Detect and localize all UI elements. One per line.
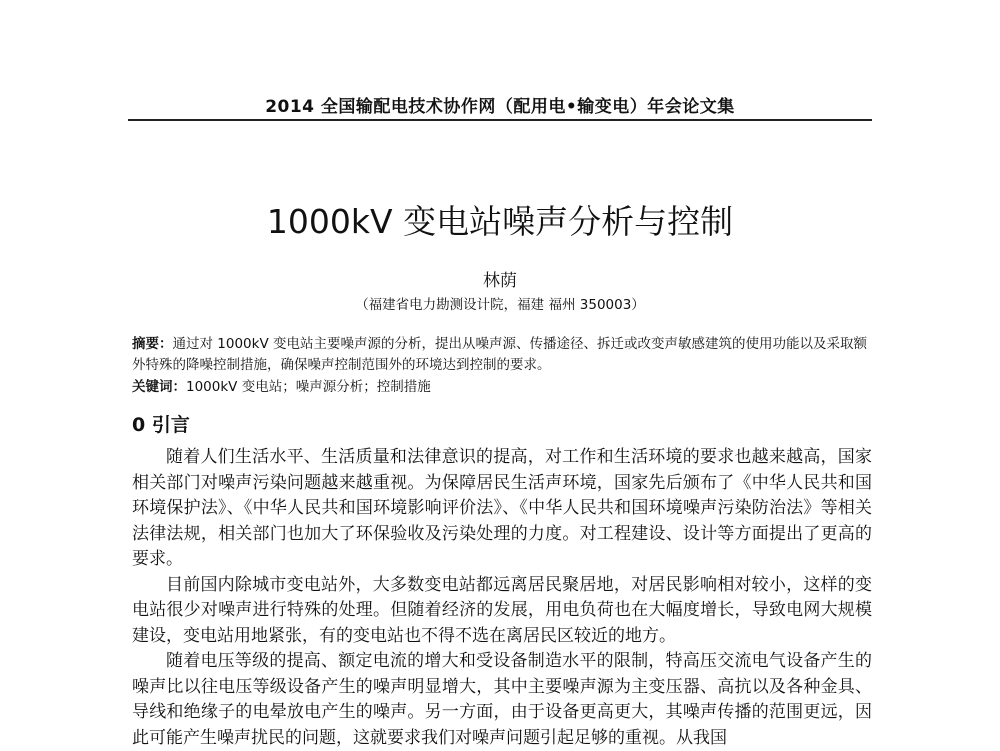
- header-rule: [128, 119, 872, 121]
- keywords: [132, 377, 872, 398]
- body-paragraph: 目前国内除城市变电站外，大多数变电站都远离居民聚居地，对居民影响相对较小，这样的变电站很少对噪声进行特殊的处理。但随着经济的发展，用电负荷也在大幅度增长，导致电网大规模建设，变电站用地紧张，有的变电站也不得不选在离居民区较近的地方。: [132, 574, 872, 646]
- abstract-label: 摘要：: [132, 336, 173, 352]
- abstract: [132, 334, 872, 376]
- keywords-label: 关键词：: [132, 379, 186, 395]
- abstract-text: 通过对 1000kV 变电站主要噪声源的分析，提出从噪声源、传播途径、拆迁或改变声敏感建筑的使用功能以及采取额外特殊的降噪控制措施，确保噪声控制范围外的环境达到控制的要求。: [132, 336, 867, 373]
- running-header: 2014 全国输配电技术协作网（配用电•输变电）年会论文集: [265, 97, 735, 117]
- author-name: 林荫: [483, 271, 517, 291]
- paper-title: 1000kV 变电站噪声分析与控制: [266, 202, 734, 241]
- body-paragraph: 随着人们生活水平、生活质量和法律意识的提高，对工作和生活环境的要求也越来越高，国家相关部门对噪声污染问题越来越重视。为保障居民生活声环境，国家先后颁布了《中华人民共和国环境保护法》、《中华人民共和国环境影响评价法》、《中华人民共和国环境噪声污染防治法》等相关法律法规，相关部门也加大了环保验收及污染处理的力度。对工程建设、设计等方面提出了更高的要求。: [132, 447, 872, 569]
- keywords-text: 1000kV 变电站；噪声源分析；控制措施: [186, 379, 431, 395]
- body-text: [132, 445, 872, 748]
- body-paragraph: 随着电压等级的提高、额定电流的增大和受设备制造水平的限制，特高压交流电气设备产生的噪声比以往电压等级设备产生的噪声明显增大，其中主要噪声源为主变压器、高抗以及各种金具、导线和绝缘子的电晕放电产生的噪声。另一方面，由于设备更高更大，其噪声传播的范围更远，因此可能产生噪声扰民的问题，这就要求我们对噪声问题引起足够的重视。从我国: [132, 651, 872, 748]
- author-affiliation: （福建省电力勘测设计院，福建 福州 350003）: [355, 297, 645, 313]
- section-heading-introduction: 0 引言: [132, 414, 190, 436]
